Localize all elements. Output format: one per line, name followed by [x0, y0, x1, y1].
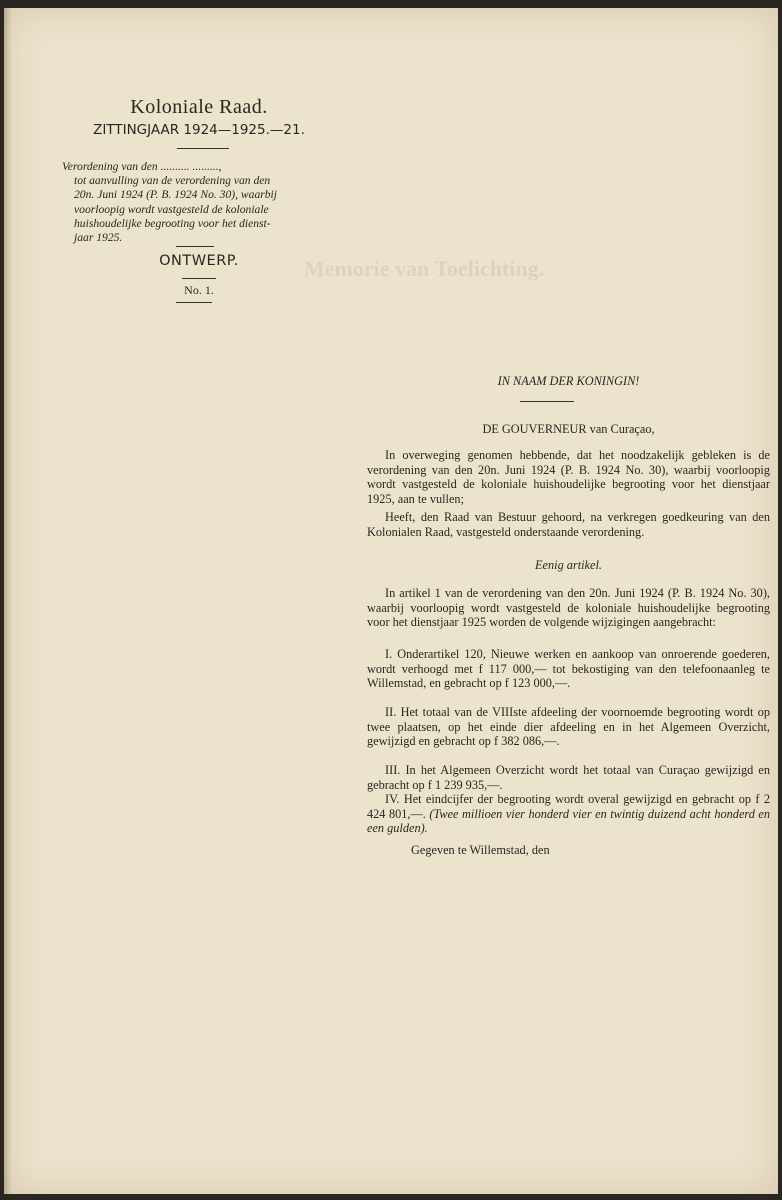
document-page — [4, 8, 778, 1194]
amendment-item-1: I. Onderartikel 120, Nieuwe werken en aankoop van onroerende goederen, wordt verhoogd met f 117 000,— tot bekostiging van den telefoonaanleg te Willemstad, en gebracht op f 123 000,—. — [367, 647, 770, 691]
subject-line: 20n. Juni 1924 (P. B. 1924 No. 30), waarbij — [74, 188, 277, 202]
council-title: Koloniale Raad. — [130, 96, 268, 118]
divider — [176, 302, 212, 303]
divider — [182, 278, 216, 279]
session-year: ZITTINGJAAR 1924—1925.—21. — [93, 122, 305, 138]
article-intro: In artikel 1 van de verordening van den 20n. Juni 1924 (P. B. 1924 No. 30), waarbij voorloopig wordt vastgesteld de koloniale huishoudelijke begrooting voor het dienstjaar 1925 worden de volgende wijzigingen aangebracht: — [367, 586, 770, 630]
council-heard-paragraph: Heeft, den Raad van Bestuur gehoord, na verkregen goedkeuring van den Kolonialen Raad, vastgesteld onderstaande verordening. — [367, 510, 770, 539]
binding-shadow — [4, 8, 12, 1194]
subject-line: Verordening van den .......... ........., — [62, 160, 222, 173]
divider — [176, 246, 214, 247]
divider — [520, 401, 574, 402]
given-at-line: Gegeven te Willemstad, den — [411, 843, 550, 857]
item-4-text: IV. Het eindcijfer der begrooting wordt overal gewijzigd en gebracht op f 2 424 801,—. — [367, 792, 770, 821]
subject-line: voorloopig wordt vastgesteld de koloniale — [74, 202, 269, 216]
amendment-item-4 — [367, 792, 770, 836]
item-4-amount-in-words: (Twee millioen vier honderd vier en twintig duizend acht honderd en een gulden). — [367, 806, 771, 836]
amendment-item-3: III. In het Algemeen Overzicht wordt het totaal van Curaçao gewijzigd en gebracht op f 1 239 935,—. — [367, 763, 770, 792]
considering-paragraph: In overweging genomen hebbende, dat het noodzakelijk gebleken is de verordening van den 20n. Juni 1924 (P. B. 1924 No. 30), waarbij voorloopig wordt vastgesteld de koloniale huishoudelijke begrooting voor het dienstjaar 1925, aan te vullen; — [367, 448, 770, 506]
draft-number: No. 1. — [184, 283, 214, 297]
article-heading: Eenig artikel. — [535, 558, 602, 572]
amendment-item-2: II. Het totaal van de VIIIste afdeeling der voornoemde begrooting wordt op twee plaatsen, op het einde dier afdeeling en in het Algemeen Overzicht, gewijzigd en gebracht op f 382 086,—. — [367, 705, 770, 749]
divider — [177, 148, 229, 149]
subject-line: huishoudelijke begrooting voor het dienst- — [74, 216, 271, 230]
invocation: IN NAAM DER KONINGIN! — [497, 374, 640, 388]
governor-line: DE GOUVERNEUR van Curaçao, — [482, 422, 655, 436]
subject-line: jaar 1925. — [74, 231, 123, 245]
show-through: Memorie van Toelichting. — [304, 256, 545, 281]
ordinance-subject — [62, 160, 318, 245]
subject-line: tot aanvulling van de verordening van den — [74, 174, 271, 188]
draft-label: ONTWERP. — [159, 253, 239, 269]
